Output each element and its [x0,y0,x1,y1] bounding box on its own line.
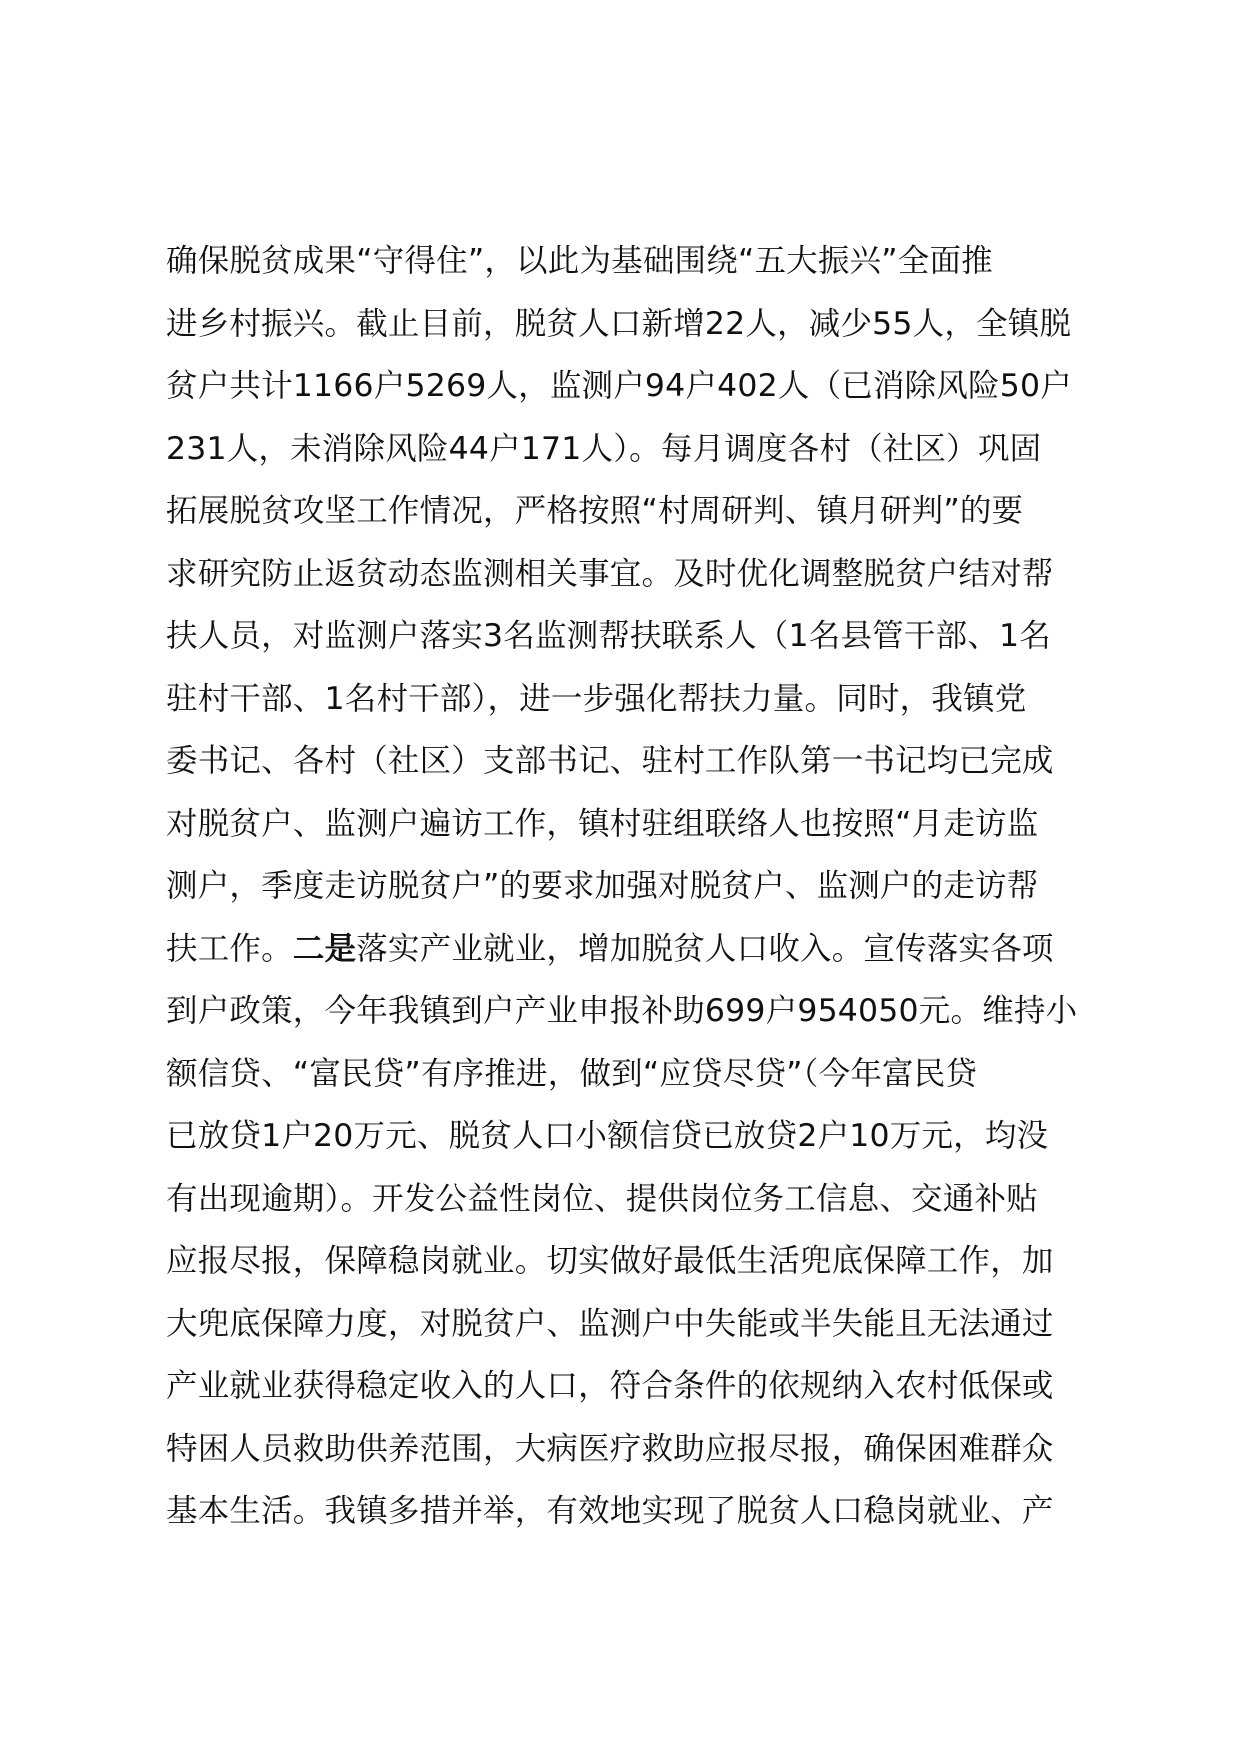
text-line: 特困人员救助供养范围，大病医疗救助应报尽报，确保困难群众 [166,1430,1054,1467]
text-line: 对脱贫户、监测户遍访工作，镇村驻组联络人也按照“月走访监 [166,805,1039,842]
text-line: 额信贷、“富民贷”有序推进，做到“应贷尽贷”（今年富民贷 [166,1055,978,1092]
text-line: 进乡村振兴。截止目前，脱贫人口新增22人，减少55人，全镇脱 [166,305,1072,342]
text-line: 已放贷1户20万元、脱贫人口小额信贷已放贷2户10万元，均没 [166,1118,1049,1154]
emphasis-label: 二是 [292,930,357,967]
text-line: 确保脱贫成果“守得住”，以此为基础围绕“五大振兴”全面推 [166,243,993,279]
text-line: 驻村干部、1名村干部），进一步强化帮扶力量。同时，我镇党 [166,680,1027,717]
text-line: 应报尽报，保障稳岗就业。切实做好最低生活兜底保障工作，加 [166,1243,1054,1279]
text-line: 大兜底保障力度，对脱贫户、监测户中失能或半失能且无法通过 [166,1305,1054,1342]
document-body [166,230,1110,1543]
text-line: 贫户共计1166户5269人，监测户94户402人（已消除风险50户 [166,368,1072,404]
text-line-with-emphasis [166,918,1110,981]
text-line: 拓展脱贫攻坚工作情况，严格按照“村周研判、镇月研判”的要 [166,493,1024,529]
text-line: 产业就业获得稳定收入的人口，符合条件的依规纳入农村低保或 [166,1368,1054,1404]
text-line: 基本生活。我镇多措并举，有效地实现了脱贫人口稳岗就业、产 [166,1493,1054,1529]
text-line: 扶人员，对监测户落实3名监测帮扶联系人（1名县管干部、1名 [166,618,1051,654]
text-line: 测户，季度走访脱贫户”的要求加强对脱贫户、监测户的走访帮 [166,868,1039,904]
text-segment: 落实产业就业，增加脱贫人口收入。宣传落实各项 [356,930,1054,967]
text-line: 231人，未消除风险44户171人）。每月调度各村（社区）巩固 [166,430,1042,467]
text-line: 到户政策，今年我镇到户产业申报补助699户954050元。维持小 [166,993,1078,1029]
text-segment: 扶工作。 [166,930,293,967]
text-line: 求研究防止返贫动态监测相关事宜。及时优化调整脱贫户结对帮 [166,555,1054,592]
text-line: 有出现逾期）。开发公益性岗位、提供岗位务工信息、交通补贴 [166,1180,1038,1217]
text-line: 委书记、各村（社区）支部书记、驻村工作队第一书记均已完成 [166,743,1054,779]
